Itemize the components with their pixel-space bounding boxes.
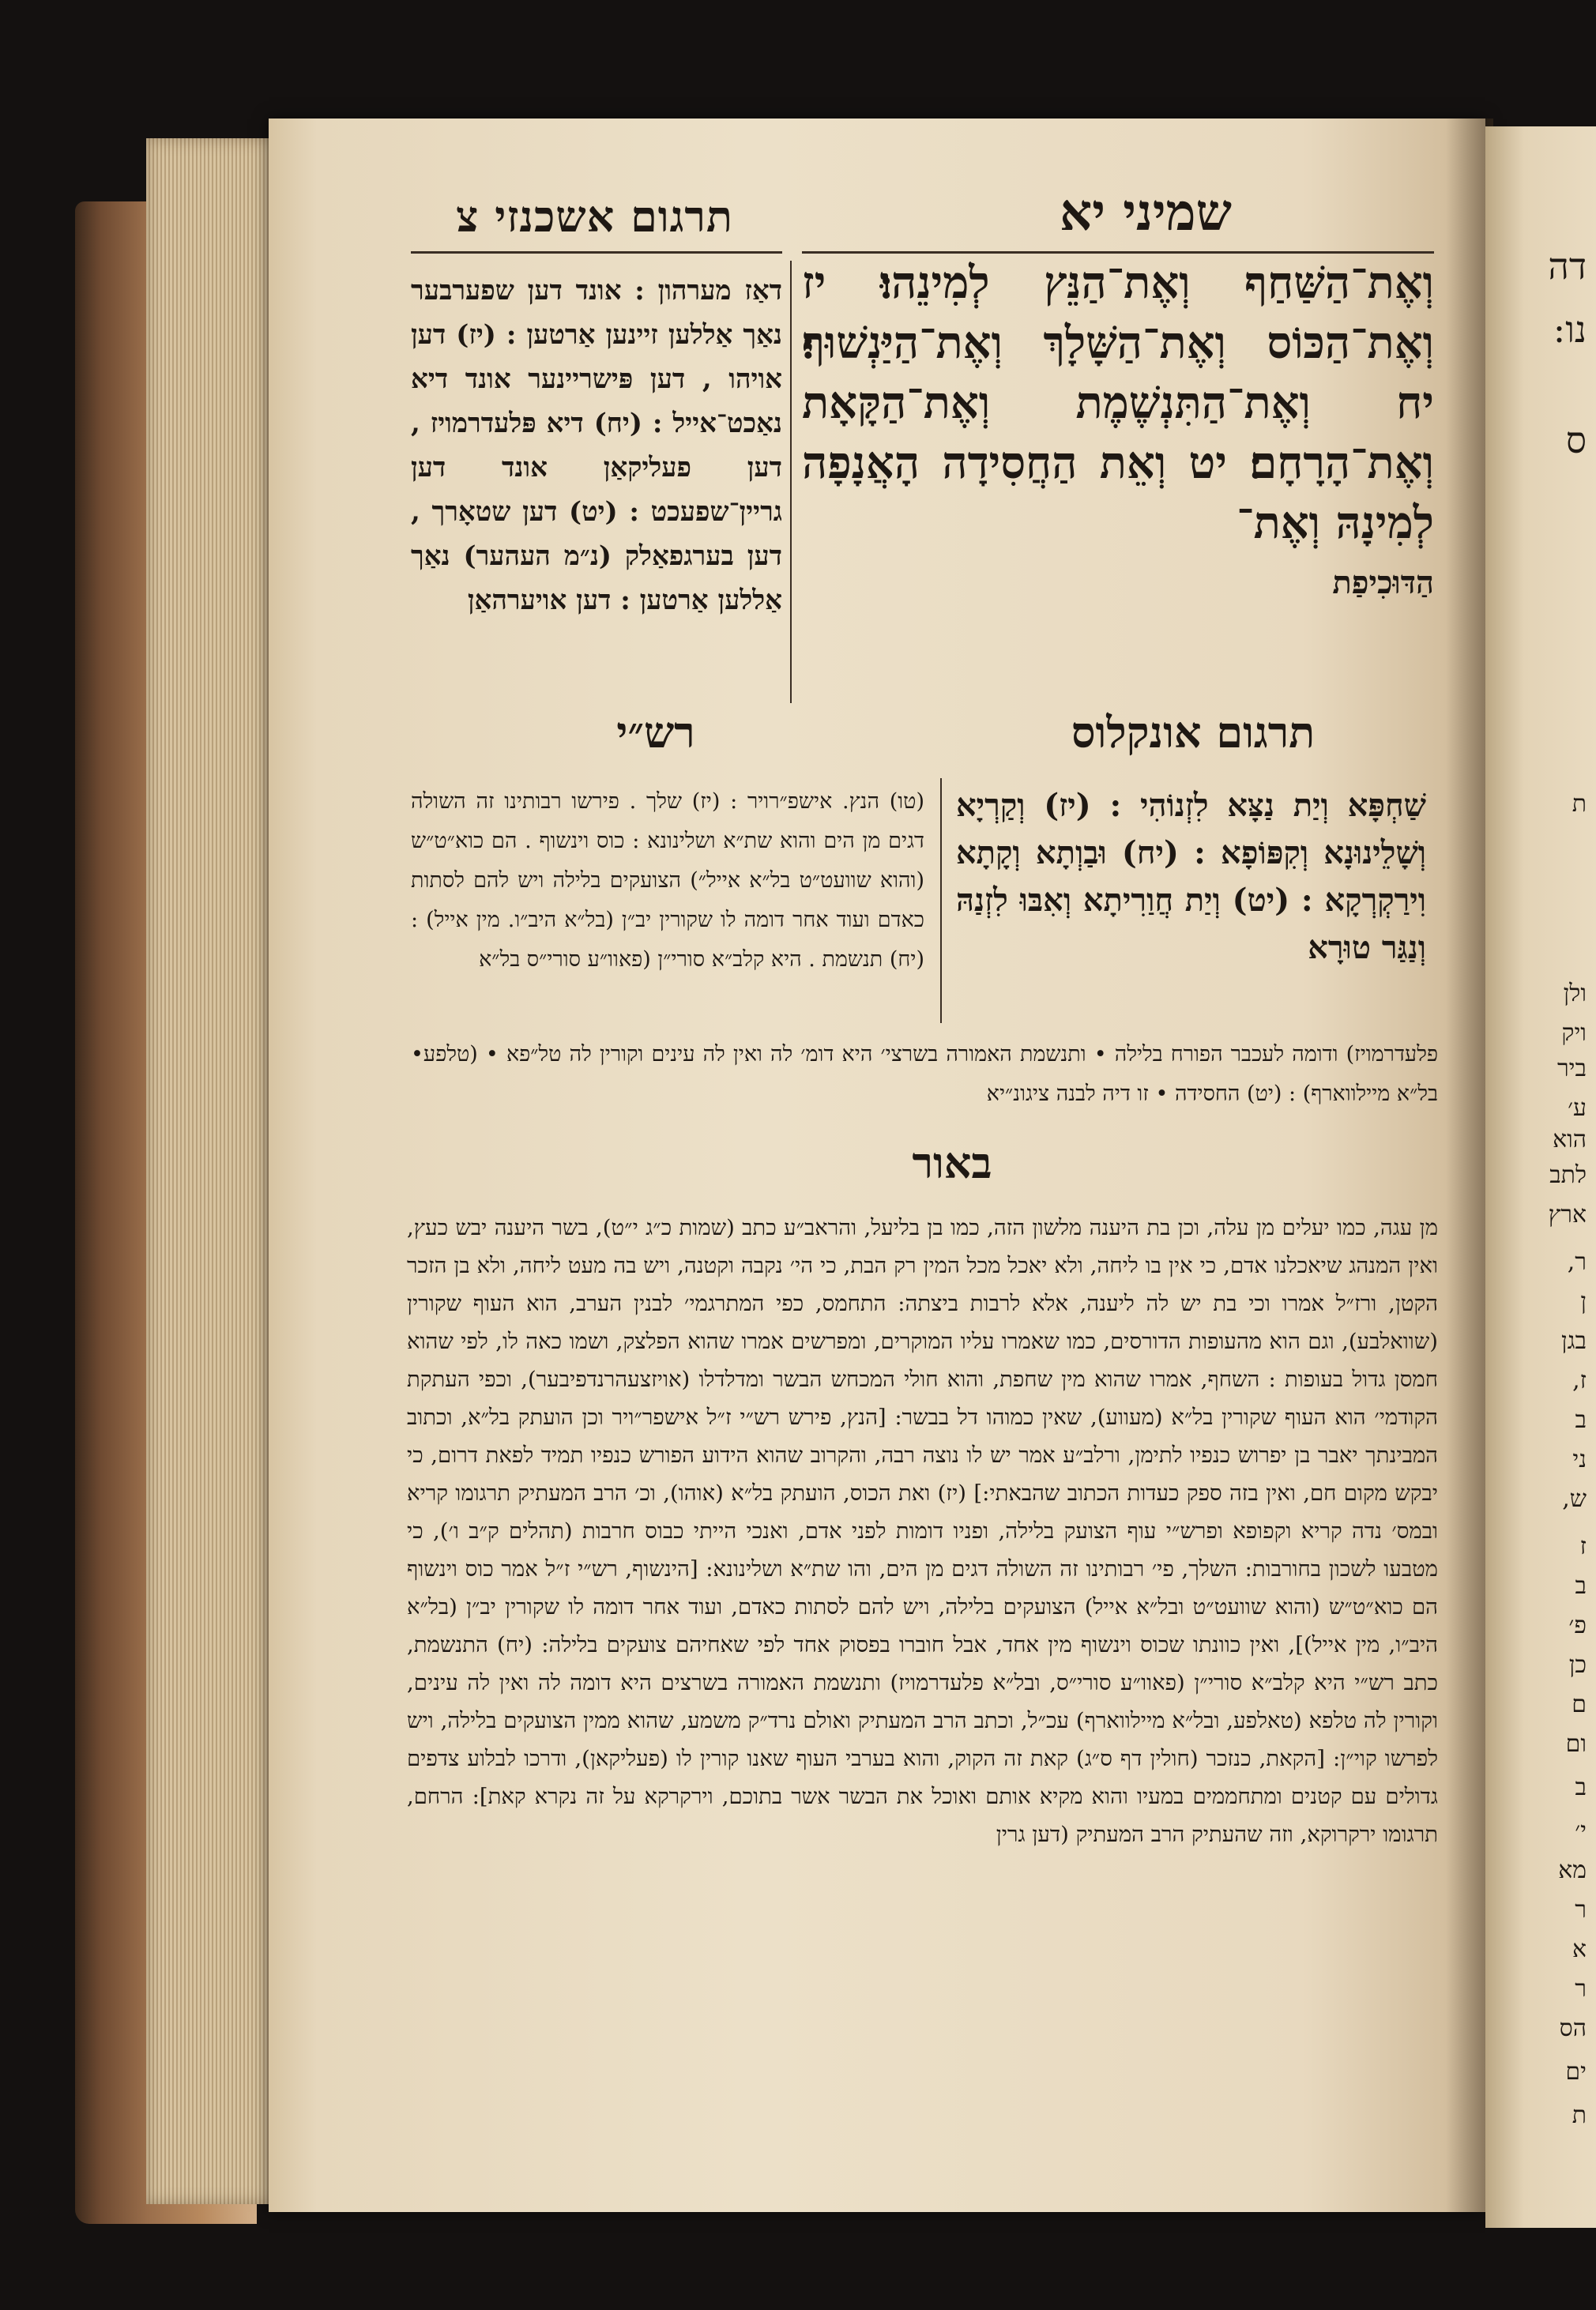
facing-page-text-fragment: ב bbox=[1575, 1406, 1587, 1434]
facing-page-text-fragment: כן bbox=[1568, 1651, 1587, 1679]
facing-page-text-fragment: דה bbox=[1548, 245, 1587, 288]
facing-page-text-fragment: לתב bbox=[1549, 1161, 1587, 1189]
facing-page-text-fragment: ת bbox=[1572, 2101, 1587, 2129]
biur-title: באור bbox=[912, 1138, 992, 1188]
facing-page-text-fragment: א bbox=[1572, 1936, 1587, 1963]
facing-page-text-fragment: ולן bbox=[1563, 980, 1587, 1007]
facing-page-text-fragment: מא bbox=[1558, 1857, 1587, 1884]
facing-page-text-fragment: ס bbox=[1565, 419, 1587, 461]
rashi-title: רש״י bbox=[616, 707, 695, 758]
facing-page-text-fragment: נו: bbox=[1553, 308, 1587, 351]
torah-text-block bbox=[802, 253, 1434, 613]
onkelos-text: שַׁחְפָּא וְיַת נַצָּא לִזְנוֹהִי : (יז) וְקַרְיָא וְשָׁלֵינוּנָא וְקִפּוֹפָא : (יח) וּבַוְתָא וְקָתָא וִירַקְרְקָא : (יט) וְיַת חֲוַרִיתָא וְאִבּוּ לִזְנַהּ וְנַגַּר טוּרָא bbox=[956, 787, 1426, 966]
facing-page-text-fragment: ביר bbox=[1556, 1055, 1587, 1082]
facing-page-text-fragment: פ׳ bbox=[1568, 1612, 1587, 1639]
onkelos-title: תרגום אונקלוס bbox=[1071, 707, 1316, 758]
facing-page-text-fragment: ב bbox=[1575, 1572, 1587, 1600]
facing-page-text-fragment: ן bbox=[1580, 1288, 1587, 1315]
running-header-taytsh: תרגום אשכנזי צ bbox=[456, 191, 733, 242]
rashi-text: (טו) הנץ. אישפ״רויר : (יז) שלך . פירשו רבותינו זה השולה דגים מן הים והוא שת״א ושלינונא : כוס וינשוף . הם כוא״ט״ש (והוא שוועט״ט בל״א אייל״) הצועקים בלילה ויש להם לסתות כאדם ועוד אחר דומה לו שקורין יב״ן (בל״א היב״ו. מין אייל) : (יח) תנשמת . היא קלב״א סורי״ן (פאוו״ע סורי״ס בל״א bbox=[411, 789, 924, 972]
page-stack-edge bbox=[146, 138, 277, 2204]
facing-page-text-fragment: ז bbox=[1579, 1533, 1587, 1560]
facing-page-text-fragment: ע׳ bbox=[1568, 1094, 1587, 1122]
facing-page-text-fragment: בגן bbox=[1560, 1327, 1587, 1355]
rashi-continuation: פלעדרמויז) ודומה לעכבר הפורח בלילה • ותנשמת האמורה בשרצי׳ היא דומ׳ לה ואין לה עינים וקורין לה טל״פא • (טלפע• בל״א מיילווארף) : (יט) החסידה • זו דיה לבנה ציגונ״יא bbox=[411, 1042, 1438, 1106]
facing-page-fragment bbox=[1485, 126, 1596, 2228]
facing-page-text-fragment: י׳ bbox=[1575, 1817, 1587, 1845]
column-divider-lower bbox=[940, 778, 942, 1023]
facing-page-text-fragment: ש, bbox=[1562, 1485, 1587, 1513]
facing-page-text-fragment: ב bbox=[1575, 1774, 1587, 1801]
facing-page-text-fragment: ם bbox=[1572, 1691, 1587, 1718]
column-divider-upper bbox=[790, 261, 792, 703]
facing-page-text-fragment: ים bbox=[1565, 2058, 1587, 2086]
facing-page-text-fragment: ויק bbox=[1561, 1019, 1587, 1047]
biur-commentary: מן עגה, כמו יעלים מן עלה, וכן בת היענה מלשון הזה, כמו בן בליעל, והראב״ע כתב (שמות כ״ג י״ט), בשר היענה יבש כעץ, ואין המנהג שיאכלנו אדם, כי אין בו ליחה, ולא יאכל מכל המין רק הבת, כי הי׳ נקבה וקטנה, ויש בה מעט ליחה, ולא בן הזכר הקטן, ורז״ל אמרו וכי בת יש לה ליענה, אלא לרבות ביצתה: התחמס, כפי המתרגמי׳ לבנין הערב, הוא העוף שקורין (שוואלבע), וגם הוא מהעופות הדורסים, כמו שאמרו עליו המוקרים, ומפרשים אמרו שהוא הפלצק, ושמו כאה לו, לפי שהוא חמסן גדול בעופות : השחף, אמרו שהוא מין שחפת, והוא חולי המכחש הבשר ומדלדלו (אויזצעהרנדפיבער), וכפי העתקת הקודמי׳ הוא העוף שקורין בל״א (מעווע), שאין כמוהו דל בבשר: [הנץ, פירש רש״י ז״ל אישפר״ויר וכן הועתק בל״א, וכתוב המבינתך יאבר בן יפרוש כנפיו לתימן, ורלב״ע אמר יש לו נוצה רבה, והקרוב שהוא הידוע הפורש כנפיו תמיד לפאת דרום, כי יבקש מקום חם, ואין בזה ספק כעדות הכתוב שהבאתי:] (יז) ואת הכוס, הועתק בל״א (אוהו), וכ׳ הרב המעתיק תרגומו קריא ובמס׳ נדה קריא וקפופא ופרש״י עוף הצועק בלילה, ופניו דומות לפני אדם, ואנכי הייתי כבוס חרבות (תהלים ק״ב ו׳), כי מטבעו לשכון בחורבות: השלך, פי׳ רבותינו זה השולה דגים מן הים, והו שת״א ושלינונא: [הינשוף, רש״י ז״ל אמר כוס וינשוף הם כוא״ט״ש (והוא שוועט״ט ובל״א אייל) הצועקים בלילה, ויש להם לסתות כאדם, ועוד אחר דומה לו שקורין יב״ן (בל״א היב״ו, מין אייל)], ואין כוונתו שכוס וינשוף מין אחד, אבל חוברו בפסוק אחד לפי שאחיהם צועקים בלילה: (יח) התנשמת, כתב רש״י היא קלב״א סורי״ן (פאוו״ע סורי״ס, ובל״א פלעדרמויז) ותנשמת האמורה בשרצים היא דומה לה ואין לה עינים, וקורין לה טלפא (טאלפע, ובל״א מיילווארף) עכ״ל, וכתב הרב המעתיק ואולם נרד״ק משמע, שהוא ממין הצועקים בלילה, ויש לפרשו קוי״ן: [הקאת, כנזכר (חולין דף ס״ג) קאת זה הקוק, והוא בערבי העוף שאנו קורין לו (פעליקאן), ודרכו לבלוע צדפים גדולים עם קטנים ומתחממים במעיו והוא מקיא אותם ואוכל את הבשר אשר בתוכם, וירקרקא על זה נקרא קאת]: הרחם, תרגומו ירקרוקא, וזה שהעתיק הרב המעתיק (דען גרין bbox=[407, 1215, 1438, 1847]
facing-page-text-fragment: ר bbox=[1575, 1975, 1587, 2003]
facing-page-text-fragment: ז, bbox=[1572, 1367, 1587, 1394]
facing-page-text-fragment: ת bbox=[1572, 790, 1587, 818]
header-rule-left bbox=[411, 251, 782, 254]
facing-page-text-fragment: ארץ bbox=[1548, 1201, 1587, 1228]
facing-page-text-fragment: הוא bbox=[1553, 1126, 1587, 1153]
torah-last-word: הַדּוּכִיפַת bbox=[1332, 564, 1434, 601]
facing-page-text-fragment: ום bbox=[1565, 1730, 1587, 1758]
facing-page-text-fragment: הס bbox=[1559, 2015, 1587, 2042]
taytsh-translation: דאַז מערהון : אונד דען שפערבער נאַך אַללען זיינען אַרטען : (יז) דען אויהו , דען פּישריינער אונד דיא נאַכט־אייל : (יח) דיא פּלעדרמויז , דען פעליקאַן אונד דען גריין־שפעכט : (יט) דען שטאָרך , דען בערגפאַלק (נ״מ העהער) נאַך אַללען אַרטען : דען אויערהאַן bbox=[411, 275, 782, 616]
running-header-parsha: שמיני יא bbox=[1060, 183, 1232, 243]
facing-page-text-fragment: ר, bbox=[1567, 1248, 1587, 1276]
facing-page-text-fragment: ני bbox=[1572, 1446, 1587, 1473]
facing-page-text-fragment: ר bbox=[1575, 1896, 1587, 1924]
torah-verses: וְאֶת־הַשַּׁחַף וְאֶת־הַנֵּץ לְמִינֵהוּ׃ יז וְאֶת־הַכּוֹס וְאֶת־הַשָּׁלָךְ וְאֶת־הַיַּנְשׁוּף׃ יח וְאֶת־הַתִּנְשֶׁמֶת וְאֶת־הַקָּאָת וְאֶת־הָרָחָם׃ יט וְאֵת הַחֲסִידָה הָאֲנָפָה לְמִינָהּ וְאֶת־ bbox=[802, 257, 1434, 549]
